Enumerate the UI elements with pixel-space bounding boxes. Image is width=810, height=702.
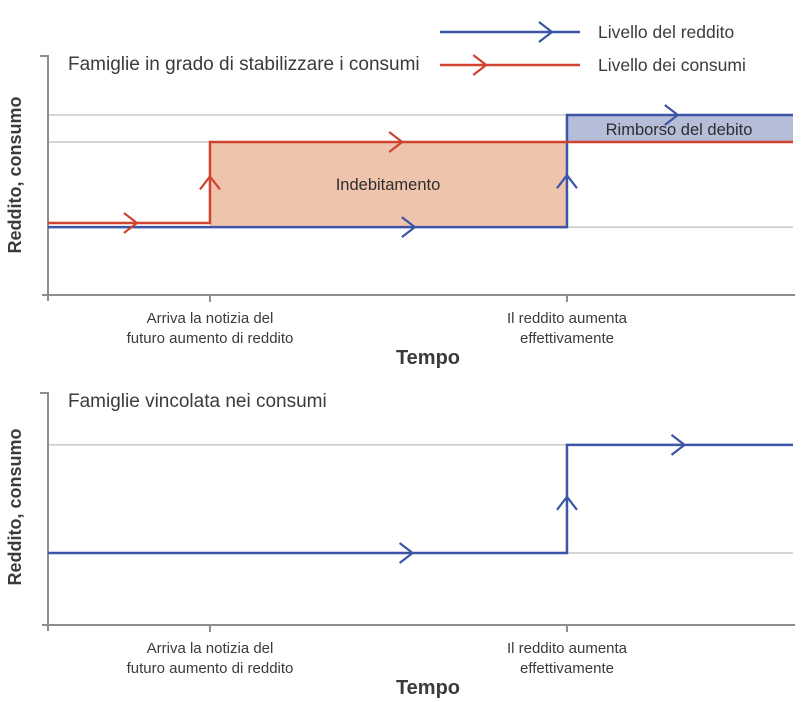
chart1-y-axis-label: Reddito, consumo bbox=[5, 96, 25, 254]
chart2-tick2-line2: effettivamente bbox=[520, 660, 614, 677]
chart1-tick2-line2: effettivamente bbox=[520, 330, 614, 347]
chart2-tick1-line1: Arriva la notizia del bbox=[146, 640, 274, 657]
chart1-tick1-line1: Arriva la notizia del bbox=[146, 310, 274, 327]
chart2-x-axis-label: Tempo bbox=[395, 677, 461, 699]
chart2-y-axis-label: Reddito, consumo bbox=[5, 428, 25, 586]
legend-label-consumption: Livello dei consumi bbox=[598, 55, 746, 75]
chart-geometry bbox=[40, 22, 795, 632]
chart2-title: Famiglie vincolata nei consumi bbox=[68, 391, 327, 412]
legend-label-income: Livello del reddito bbox=[598, 22, 735, 42]
chart2-tick2-line1: Il reddito aumenta bbox=[506, 640, 628, 657]
chart1-title: Famiglie in grado di stabilizzare i consumi bbox=[68, 54, 420, 75]
region-label-indebitamento: Indebitamento bbox=[335, 176, 441, 194]
chart1-tick2-line1: Il reddito aumenta bbox=[506, 310, 628, 327]
chart2-series-line bbox=[48, 445, 793, 553]
chart1-tick1-line2: futuro aumento di reddito bbox=[126, 330, 294, 347]
chart1-x-axis-label: Tempo bbox=[395, 347, 461, 369]
chart2-tick1-line2: futuro aumento di reddito bbox=[126, 660, 294, 677]
region-label-rimborso-del-debito: Rimborso del debito bbox=[605, 121, 753, 139]
